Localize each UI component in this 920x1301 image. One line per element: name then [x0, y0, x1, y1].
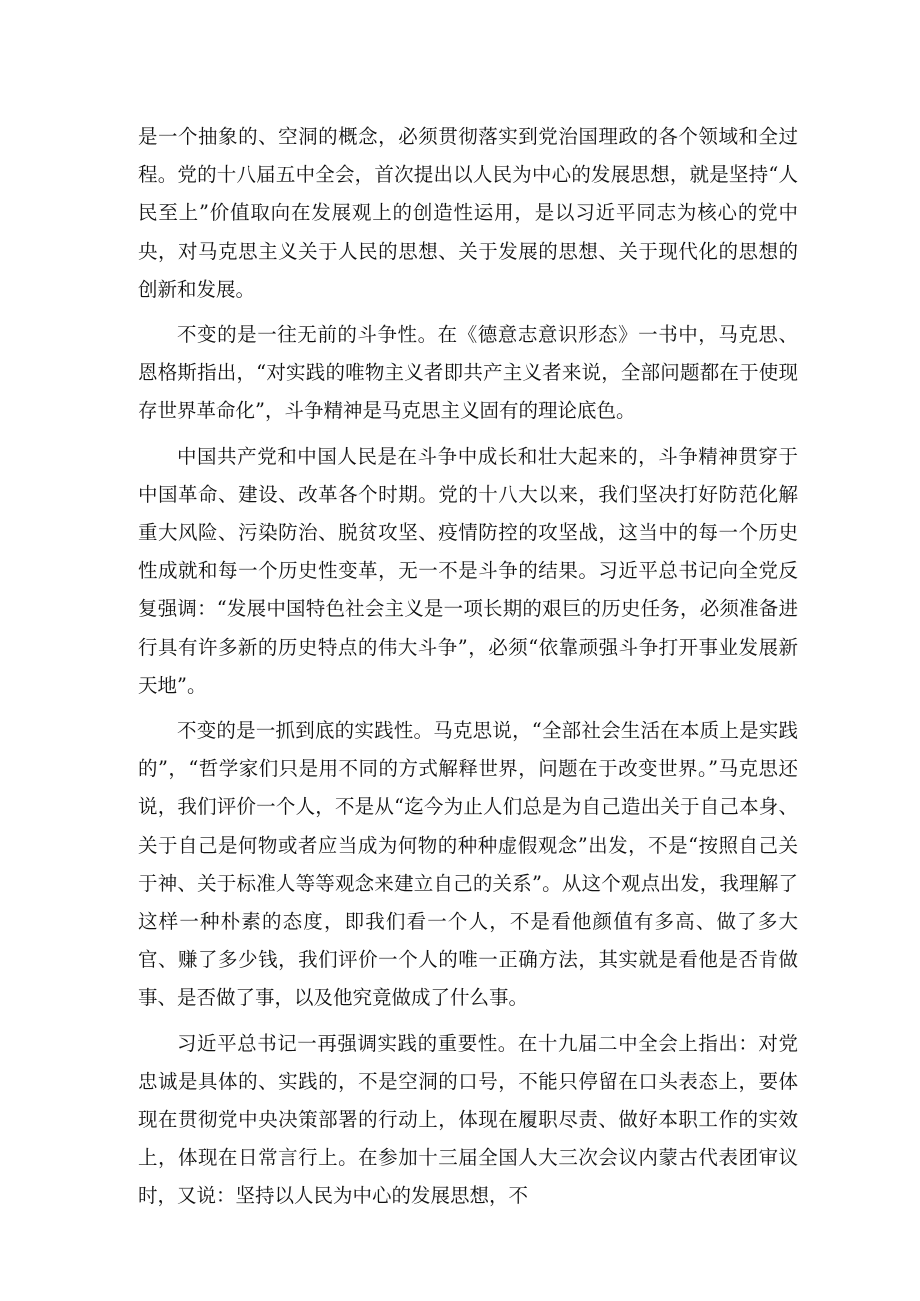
paragraph-1: 是一个抽象的、空洞的概念，必须贯彻落实到党治国理政的各个领域和全过程。党的十八届五中全会，首次提出以人民为中心的发展思想，就是坚持“人民至上”价值取向在发展观上的创造性运用，是以习近平同志为核心的党中央，对马克思主义关于人民的思想、关于发展的思想、关于现代化的思想的创新和发展。	[138, 125, 798, 301]
paragraph-4: 不变的是一抓到底的实践性。马克思说，“全部社会生活在本质上是实践的”，“哲学家们只是用不同的方式解释世界，问题在于改变世界。”马克思还说，我们评价一个人，不是从“迄今为止人们总是为自己造出关于自己本身、关于自己是何物或者应当成为何物的种种虚假观念”出发，不是“按照自己关于神、关于标准人等等观念来建立自己的关系”。从这个观点出发，我理解了这样一种朴素的态度，即我们看一个人，不是看他颜值有多高、做了多大官、赚了多少钱，我们评价一个人的唯一正确方法，其实就是看他是否肯做事、是否做了事，以及他究竟做成了什么事。	[138, 719, 798, 1010]
paragraph-5: 习近平总书记一再强调实践的重要性。在十九届二中全会上指出：对党忠诚是具体的、实践的，不是空洞的口号，不能只停留在口头表态上，要体现在贯彻党中央决策部署的行动上，体现在履职尽责、做好本职工作的实效上，体现在日常言行上。在参加十三届全国人大三次会议内蒙古代表团审议时，又说：坚持以人民为中心的发展思想，不	[138, 1031, 798, 1208]
paragraph-2: 不变的是一往无前的斗争性。在《德意志意识形态》一书中，马克思、恩格斯指出，“对实践的唯物主义者即共产主义者来说，全部问题都在于使现存世界革命化”，斗争精神是马克思主义固有的理论底色。	[138, 323, 798, 423]
paragraph-3: 中国共产党和中国人民是在斗争中成长和壮大起来的，斗争精神贯穿于中国革命、建设、改革各个时期。党的十八大以来，我们坚决打好防范化解重大风险、污染防治、脱贫攻坚、疫情防控的攻坚战，这当中的每一个历史性成就和每一个历史性变革，无一不是斗争的结果。习近平总书记向全党反复强调：“发展中国特色社会主义是一项长期的艰巨的历史任务，必须准备进行具有许多新的历史特点的伟大斗争”，必须“依靠顽强斗争打开事业发展新天地”。	[138, 444, 798, 697]
document-body	[138, 118, 798, 1223]
